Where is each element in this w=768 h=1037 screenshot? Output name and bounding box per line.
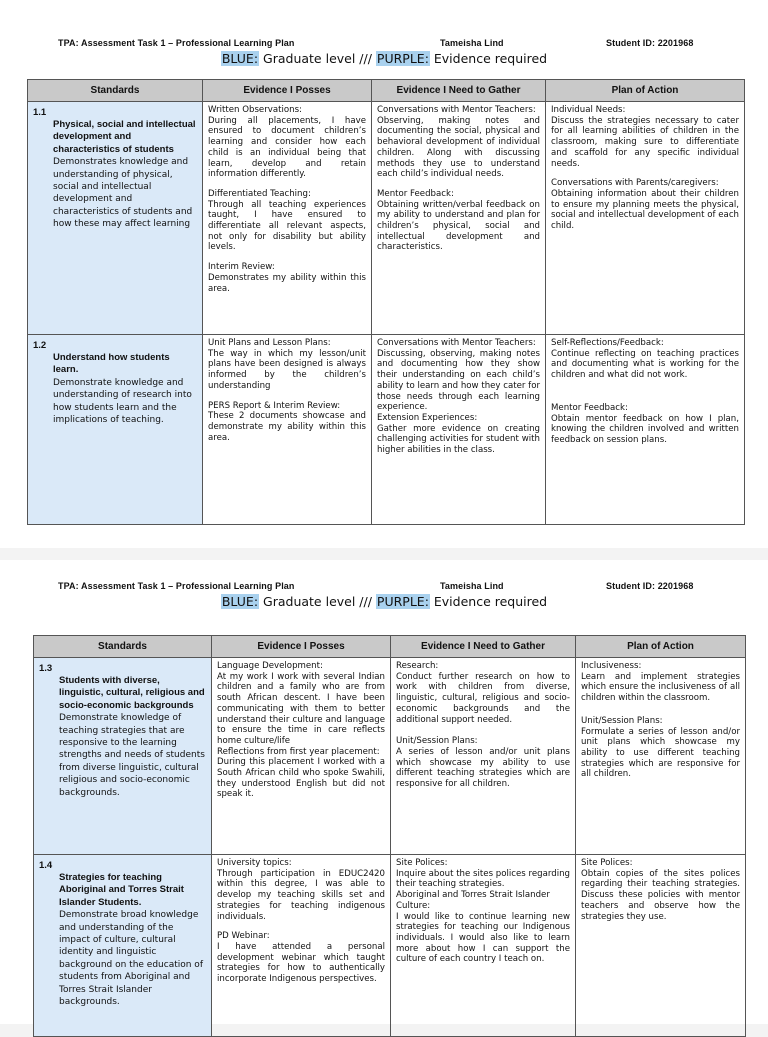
evidence-posses-cell bbox=[203, 335, 372, 524]
section-body: A series of lesson and/or unit plans which showcase my ability to use different teaching strategies which are responsive for all children. bbox=[396, 746, 570, 790]
standard-number: 1.3 bbox=[39, 663, 53, 674]
plan-of-action-cell bbox=[576, 658, 745, 855]
section-body: Obtaining information about their children to ensure my planning meets the physical, social and intellectual development of each child. bbox=[551, 188, 739, 232]
section-body: Obtain mentor feedback on how I plan, knowing the children involved and written feedback on session plans. bbox=[551, 413, 739, 445]
section-body: Conduct further research on how to work with children from diverse, linguistic, cultural, religious and socio- economic backgrounds and the additional support needed. bbox=[396, 671, 570, 725]
column-header-posses: Evidence I Posses bbox=[212, 636, 391, 658]
standard-description: Demonstrate broad knowledge and understanding of the impact of culture, cultural identity and linguistic background on the education of students from Aboriginal and Torres Strait Islander backgrounds. bbox=[59, 910, 203, 1008]
plan-of-action-cell bbox=[546, 335, 744, 524]
section-body: Learn and implement strategies which ensure the inclusiveness of all children within the classroom. bbox=[581, 671, 740, 704]
evidence-gather-cell bbox=[391, 855, 576, 1036]
author-name: Tameisha Lind bbox=[440, 581, 504, 591]
blue-legend-label: BLUE: bbox=[221, 51, 259, 66]
author-name: Tameisha Lind bbox=[440, 38, 504, 48]
section-body: Discuss the strategies necessary to cater for all learning abilities of children in the classroom, making sure to differentiate and scaffold for any specific individual needs. bbox=[551, 115, 739, 169]
section-heading: Aboriginal and Torres Strait Islander Culture: bbox=[396, 890, 550, 911]
plan-of-action-cell bbox=[576, 855, 745, 1036]
section-body: At my work I work with several Indian children and a family who are from south African descent. I have been communicating with them to better understand their culture and language to ensure the time in care reflects home culture/life bbox=[217, 671, 385, 746]
evidence-posses-cell bbox=[203, 102, 372, 335]
section-heading: Unit Plans and Lesson Plans: bbox=[208, 338, 331, 348]
section-body: Through participation in EDUC2420 within this degree, I was able to develop my teaching skills set and strategies for teaching indigenous individuals. bbox=[217, 868, 385, 922]
section-body: Formulate a series of lesson and/or unit plans which showcase my ability to use different teaching strategies which are responsive for all children. bbox=[581, 726, 740, 780]
blue-legend-text: Graduate level /// bbox=[263, 51, 372, 66]
learning-plan-table bbox=[27, 79, 745, 525]
student-id: Student ID: 2201968 bbox=[606, 581, 694, 591]
section-heading: University topics: bbox=[217, 858, 292, 868]
legend-line bbox=[0, 51, 768, 66]
evidence-posses-cell bbox=[212, 658, 391, 855]
standard-description: Demonstrate knowledge of teaching strategies that are responsive to the learning strengths and needs of students from diverse linguistic, cultural religious and socio-economic backgrounds. bbox=[59, 713, 205, 798]
section-body: I would like to continue learning new strategies for teaching our Indigenous individuals. I would also like to learn more about how I can support the culture of each country I teach on. bbox=[396, 911, 570, 965]
standard-title: Understand how students learn. bbox=[53, 352, 170, 376]
section-heading: Unit/Session Plans: bbox=[581, 715, 663, 726]
column-header-plan: Plan of Action bbox=[576, 636, 745, 658]
section-body: Discussing, observing, making notes and documenting how they show their understanding on each child’s ability to learn and how they cater for those needs through each learning experience. bbox=[377, 348, 540, 413]
section-heading: PERS Report & Interim Review: bbox=[208, 400, 341, 411]
section-body: Gather more evidence on creating challenging activities for student with higher abilities in the class. bbox=[377, 423, 540, 456]
section-body: During all placements, I have ensured to document children’s learning and consider how each child is an individual being that learn, develop and retain information differently. bbox=[208, 115, 366, 180]
section-heading: Unit/Session Plans: bbox=[396, 736, 478, 747]
section-body: During this placement I worked with a South African child who spoke Swahili, they understood English but did not speak it. bbox=[217, 757, 385, 800]
section-heading: Inclusiveness: bbox=[581, 661, 642, 671]
evidence-gather-cell bbox=[372, 102, 546, 335]
standard-title: Students with diverse, linguistic, cultural, religious and socio-economic backgrounds bbox=[59, 675, 205, 711]
column-header-plan: Plan of Action bbox=[546, 80, 744, 102]
section-body: Continue reflecting on teaching practices and documenting what is working for the children and what did not work. bbox=[551, 348, 739, 381]
section-body: These 2 documents showcase and demonstrate my ability within this area. bbox=[208, 411, 366, 443]
purple-legend-label: PURPLE: bbox=[376, 51, 429, 66]
section-body: Inquire about the sites polices regarding their teaching strategies. bbox=[396, 868, 570, 890]
document-page-2 bbox=[0, 560, 768, 1024]
standard-number: 1.1 bbox=[33, 107, 47, 118]
standard-title: Physical, social and intellectual development and characteristics of students bbox=[53, 119, 196, 155]
section-body: The way in which my lesson/unit plans have been designed is always informed by the children’s understanding bbox=[208, 348, 366, 391]
standard-description: Demonstrate knowledge and understanding of research into how students learn and the implications of teaching. bbox=[53, 377, 192, 426]
legend-line bbox=[0, 594, 768, 609]
standard-title: Strategies for teaching Aboriginal and Torres Strait Islander Students. bbox=[59, 872, 184, 908]
section-heading: Research: bbox=[396, 661, 439, 671]
section-heading: Interim Review: bbox=[208, 262, 275, 273]
standard-cell bbox=[28, 335, 203, 524]
section-heading: Mentor Feedback: bbox=[551, 402, 628, 413]
section-heading: Self-Reflections/Feedback: bbox=[551, 338, 664, 348]
section-heading: Site Polices: bbox=[396, 858, 448, 868]
column-header-standards: Standards bbox=[28, 80, 203, 102]
section-body: Demonstrates my ability within this area. bbox=[208, 272, 366, 294]
section-heading: Conversations with Parents/caregivers: bbox=[551, 178, 719, 189]
section-heading: Individual Needs: bbox=[551, 105, 626, 115]
learning-plan-table bbox=[33, 635, 746, 1037]
document-title: TPA: Assessment Task 1 – Professional Learning Plan bbox=[58, 581, 295, 591]
standard-description: Demonstrates knowledge and understanding of physical, social and intellectual development and characteristics of students and how these may affect learning bbox=[53, 157, 193, 230]
section-heading: Mentor Feedback: bbox=[377, 188, 454, 199]
standard-cell bbox=[34, 855, 212, 1036]
purple-legend-label: PURPLE: bbox=[376, 594, 429, 609]
section-heading: Extension Experiences: bbox=[377, 412, 478, 423]
column-header-gather: Evidence I Need to Gather bbox=[372, 80, 546, 102]
standard-cell bbox=[28, 102, 203, 335]
section-heading: Language Development: bbox=[217, 661, 323, 671]
section-body: Obtain copies of the sites polices regarding their teaching strategies. Discuss these policies with mentor teachers and observe how the strategies they use. bbox=[581, 868, 740, 922]
column-header-standards: Standards bbox=[34, 636, 212, 658]
purple-legend-text: Evidence required bbox=[433, 51, 548, 66]
standard-number: 1.2 bbox=[33, 340, 47, 351]
section-body: Obtaining written/verbal feedback on my ability to understand and plan for children’s physical, social and intellectual development and characteristics. bbox=[377, 199, 540, 253]
section-heading: Conversations with Mentor Teachers: bbox=[377, 338, 536, 348]
student-id: Student ID: 2201968 bbox=[606, 38, 694, 48]
plan-of-action-cell bbox=[546, 102, 744, 335]
section-heading: PD Webinar: bbox=[217, 931, 270, 942]
section-heading: Site Polices: bbox=[581, 858, 633, 868]
section-body: Through all teaching experiences taught, I have ensured to differentiate all relevant aspects, not only for disability but ability levels. bbox=[208, 199, 366, 253]
standard-number: 1.4 bbox=[39, 860, 53, 871]
evidence-gather-cell bbox=[372, 335, 546, 524]
standard-cell bbox=[34, 658, 212, 855]
column-header-gather: Evidence I Need to Gather bbox=[391, 636, 576, 658]
section-heading: Conversations with Mentor Teachers: bbox=[377, 105, 536, 115]
section-heading: Written Observations: bbox=[208, 105, 302, 115]
document-title: TPA: Assessment Task 1 – Professional Learning Plan bbox=[58, 38, 295, 48]
blue-legend-text: Graduate level /// bbox=[263, 594, 372, 609]
column-header-posses: Evidence I Posses bbox=[203, 80, 372, 102]
evidence-posses-cell bbox=[212, 855, 391, 1036]
purple-legend-text: Evidence required bbox=[433, 594, 548, 609]
section-body: Observing, making notes and documenting the social, physical and behavioral development of individual children. Along with discussing methods they use to understand each child’s individual needs. bbox=[377, 115, 540, 180]
section-heading: Differentiated Teaching: bbox=[208, 188, 311, 199]
evidence-gather-cell bbox=[391, 658, 576, 855]
blue-legend-label: BLUE: bbox=[221, 594, 259, 609]
section-heading: Reflections from first year placement: bbox=[217, 746, 380, 757]
section-body: I have attended a personal development webinar which taught strategies for how to authentically incorporate Indigenous perspectives. bbox=[217, 941, 385, 985]
